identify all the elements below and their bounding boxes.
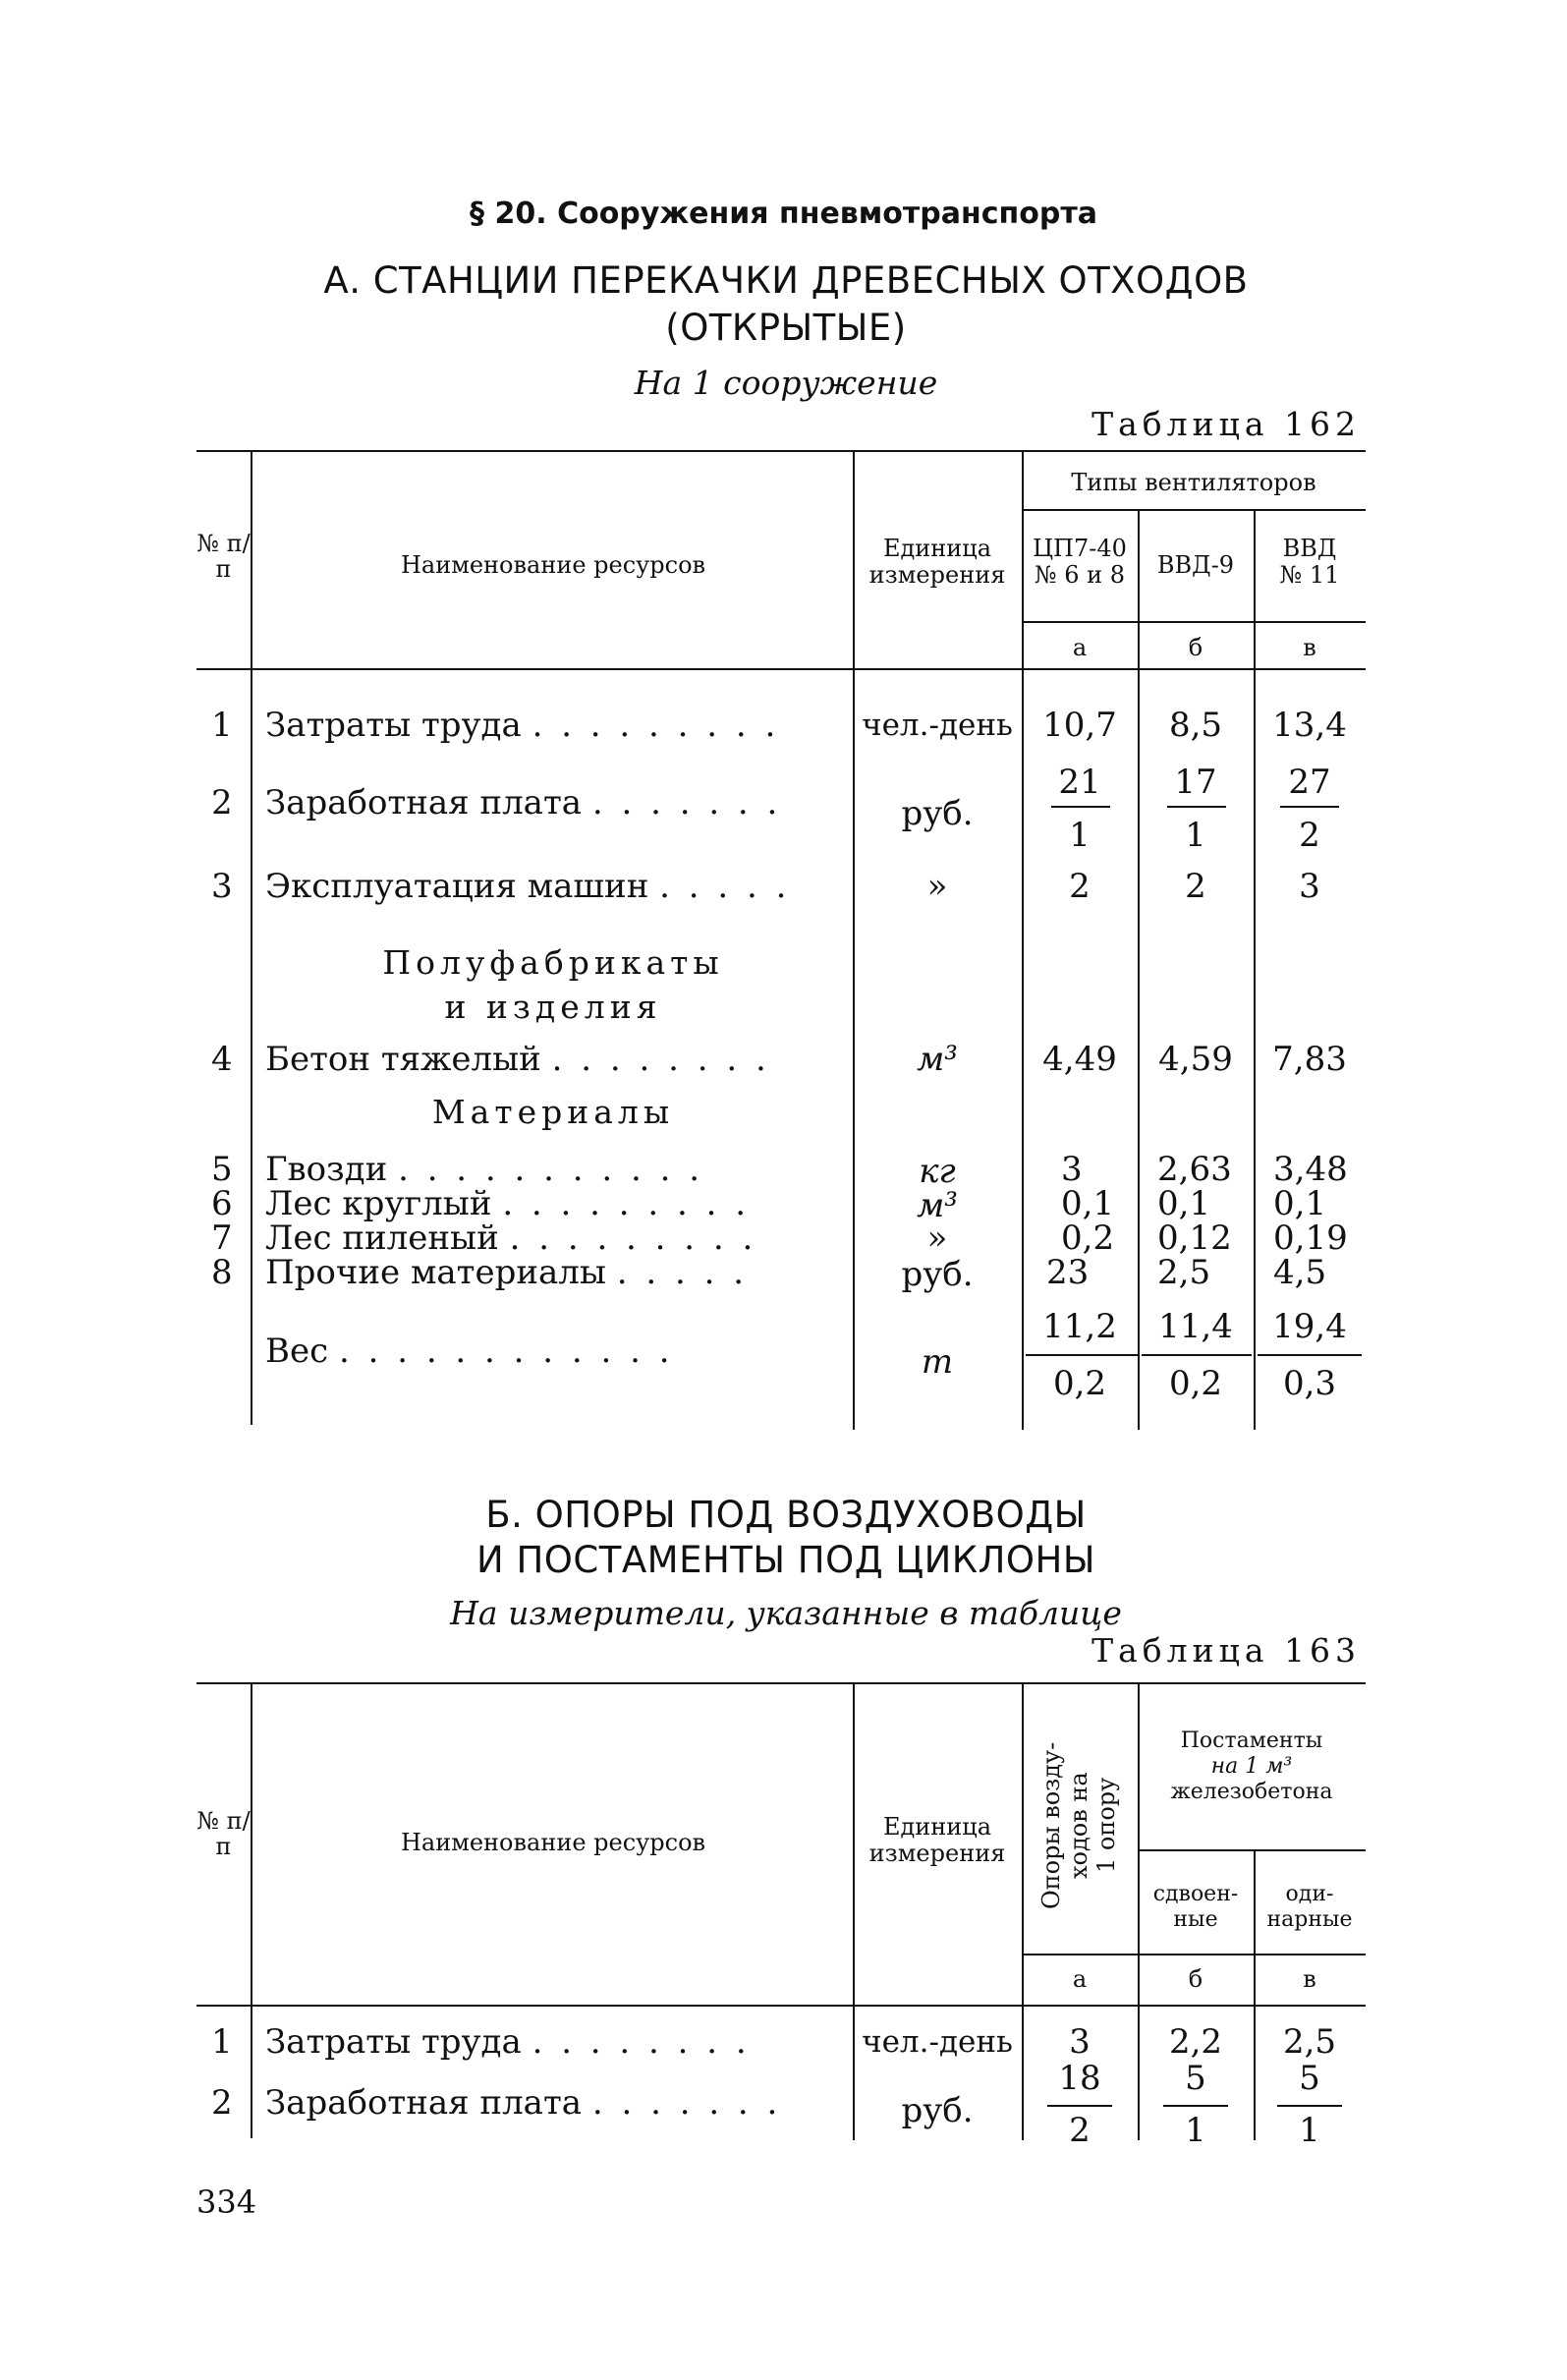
part-a-title-line2: (ОТКРЫТЫЕ) <box>665 307 907 349</box>
t162-row3-unit: » <box>926 867 948 906</box>
t162-row8-unit: руб. <box>901 1255 974 1294</box>
t162-group-semi-1: Полуфабрикаты <box>382 943 724 982</box>
t162-row6-b: 0,1 <box>1157 1184 1211 1223</box>
t162-row1-unit: чел.-день <box>862 708 1013 743</box>
t162-row2-a-top: 21 <box>1058 763 1101 802</box>
part-b-subtitle: На измерители, указанные в таблице <box>450 1594 1122 1632</box>
t162-sub-c: в <box>1303 634 1316 661</box>
t162-row4-a: 4,49 <box>1042 1040 1117 1079</box>
t162-weight-c-bot: 0,3 <box>1282 1364 1337 1403</box>
t163-row2-a-bot: 2 <box>1069 2111 1091 2150</box>
t162-row1-name: Затраты труда . . . . . . . . . <box>265 706 780 745</box>
t162-row7-c: 0,19 <box>1273 1218 1348 1258</box>
t163-sub-a: а <box>1072 1965 1088 1993</box>
t163-header-num: № п/п <box>196 1807 251 1860</box>
t162-header-unit-2: измерения <box>868 561 1006 589</box>
t162-header-unit-1: Единица <box>882 535 992 562</box>
t163-row2-name: Заработная плата . . . . . . . <box>265 2083 782 2123</box>
t162-header-num: № п/п <box>196 530 251 583</box>
t162-row2-b-top: 17 <box>1174 763 1217 802</box>
part-a-subtitle: На 1 сооружение <box>634 364 938 402</box>
t162-header-b: ВВД-9 <box>1156 551 1235 579</box>
t162-row5-name: Гвозди . . . . . . . . . . . <box>265 1150 704 1189</box>
t163-row2-c-bot: 1 <box>1299 2111 1320 2150</box>
part-b-title-line2: И ПОСТАМЕНТЫ ПОД ЦИКЛОНЫ <box>476 1539 1095 1581</box>
t162-row3-name: Эксплуатация машин . . . . . <box>265 867 791 906</box>
t163-row1-name: Затраты труда . . . . . . . . <box>265 2022 751 2062</box>
t163-row2-b-top: 5 <box>1185 2059 1206 2098</box>
t162-weight-a-top: 11,2 <box>1042 1307 1117 1346</box>
t162-sub-a: а <box>1072 634 1088 661</box>
t163-row2-c-top: 5 <box>1299 2059 1320 2098</box>
t162-header-a-1: ЦП7-40 <box>1033 535 1127 562</box>
t162-row7-num: 7 <box>211 1218 233 1258</box>
t162-row4-b: 4,59 <box>1158 1040 1233 1079</box>
t162-weight-c-top: 19,4 <box>1272 1307 1347 1346</box>
table-163-top-rule <box>196 1682 1366 1684</box>
t163-row1-c: 2,5 <box>1282 2022 1337 2062</box>
t162-row2-unit: руб. <box>901 794 974 833</box>
t162-row4-c: 7,83 <box>1272 1040 1347 1079</box>
t163-header-a: Опоры возду- ходов на 1 опору <box>1037 1741 1120 1909</box>
t163-row2-num: 2 <box>211 2083 233 2123</box>
t162-row8-c: 4,5 <box>1273 1253 1327 1292</box>
t162-row8-name: Прочие материалы . . . . . <box>265 1253 749 1292</box>
t162-row4-num: 4 <box>211 1040 233 1079</box>
t162-header-c-2: № 11 <box>1279 561 1340 589</box>
t163-row1-num: 1 <box>211 2022 233 2062</box>
t162-row7-unit: » <box>926 1218 948 1258</box>
t162-row1-c: 13,4 <box>1272 706 1347 745</box>
t163-row2-a-top: 18 <box>1058 2059 1101 2098</box>
t163-header-name: Наименование ресурсов <box>400 1829 706 1856</box>
t162-group-semi-2: и изделия <box>444 988 662 1026</box>
t162-row3-num: 3 <box>211 867 233 906</box>
t162-row1-b: 8,5 <box>1168 706 1223 745</box>
t163-header-unit-1: Единица <box>882 1813 992 1841</box>
t162-row6-unit: м³ <box>917 1186 958 1225</box>
t163-sub-c: в <box>1303 1965 1316 1993</box>
t162-row2-num: 2 <box>211 783 233 822</box>
page-number: 334 <box>196 2183 257 2221</box>
t162-header-a-2: № 6 и 8 <box>1034 561 1126 589</box>
part-a-title-line1: А. СТАНЦИИ ПЕРЕКАЧКИ ДРЕВЕСНЫХ ОТХОДОВ <box>323 259 1249 302</box>
t163-header-group-1: Постаменты <box>1180 1728 1323 1753</box>
part-b-title-line1: Б. ОПОРЫ ПОД ВОЗДУХОВОДЫ <box>485 1494 1087 1536</box>
t162-row4-name: Бетон тяжелый . . . . . . . . <box>265 1040 770 1079</box>
t162-weight-name: Вес . . . . . . . . . . . . <box>265 1332 674 1371</box>
t162-sub-b: б <box>1188 634 1203 661</box>
t162-header-name: Наименование ресурсов <box>400 551 706 579</box>
t162-row5-c: 3,48 <box>1273 1150 1348 1189</box>
t163-row2-unit: руб. <box>901 2091 974 2130</box>
t162-row5-num: 5 <box>211 1150 233 1189</box>
section-title: § 20. Сооружения пневмотранспорта <box>470 197 1097 231</box>
t163-row1-a: 3 <box>1069 2022 1091 2062</box>
t163-header-b-1: сдвоен- <box>1152 1882 1239 1906</box>
t163-header-b-2: ные <box>1173 1907 1218 1932</box>
t162-weight-unit: т <box>921 1342 954 1382</box>
t163-header-group-2: на 1 м³ <box>1210 1754 1293 1779</box>
t162-group-materials: Материалы <box>431 1093 675 1131</box>
t163-header-group-3: железобетона <box>1170 1780 1333 1804</box>
t162-weight-b-top: 11,4 <box>1158 1307 1233 1346</box>
t162-row8-a: 23 <box>1046 1253 1090 1292</box>
t163-row2-b-bot: 1 <box>1185 2111 1206 2150</box>
t162-row2-b-bot: 1 <box>1185 816 1206 855</box>
t162-header-c-1: ВВД <box>1282 535 1337 562</box>
t162-weight-b-bot: 0,2 <box>1168 1364 1223 1403</box>
t162-row6-c: 0,1 <box>1273 1184 1327 1223</box>
t162-row2-c-bot: 2 <box>1299 816 1320 855</box>
t162-row8-num: 8 <box>211 1253 233 1292</box>
table-163-label: Таблица 163 <box>1091 1631 1361 1670</box>
t162-row6-name: Лес круглый . . . . . . . . . <box>265 1184 751 1223</box>
t163-header-c-1: оди- <box>1285 1882 1334 1906</box>
t162-row7-name: Лес пиленый . . . . . . . . . <box>265 1218 757 1258</box>
t162-row1-num: 1 <box>211 706 233 745</box>
t162-row8-b: 2,5 <box>1157 1253 1211 1292</box>
table-162-label: Таблица 162 <box>1091 405 1361 443</box>
t162-row6-num: 6 <box>211 1184 233 1223</box>
t162-row7-b: 0,12 <box>1157 1218 1232 1258</box>
t162-row2-c-top: 27 <box>1288 763 1331 802</box>
t162-row4-unit: м³ <box>917 1040 958 1079</box>
t163-row1-unit: чел.-день <box>862 2024 1013 2060</box>
t162-row5-unit: кг <box>919 1152 956 1191</box>
t162-row2-a-bot: 1 <box>1069 816 1091 855</box>
t162-row5-a: 3 <box>1061 1150 1083 1189</box>
t162-weight-a-bot: 0,2 <box>1052 1364 1107 1403</box>
t162-header-group: Типы вентиляторов <box>1071 469 1316 496</box>
table-162-top-rule <box>196 450 1366 452</box>
t163-sub-b: б <box>1188 1965 1203 1993</box>
t163-header-c-2: нарные <box>1266 1907 1353 1932</box>
t163-header-unit-2: измерения <box>868 1840 1006 1867</box>
t162-row3-b: 2 <box>1185 867 1206 906</box>
t163-row1-b: 2,2 <box>1168 2022 1223 2062</box>
t162-row7-a: 0,2 <box>1061 1218 1115 1258</box>
t162-row6-a: 0,1 <box>1061 1184 1115 1223</box>
t162-row2-name: Заработная плата . . . . . . . <box>265 783 782 822</box>
t162-row5-b: 2,63 <box>1157 1150 1232 1189</box>
t162-row1-a: 10,7 <box>1042 706 1117 745</box>
t162-row3-c: 3 <box>1299 867 1320 906</box>
t162-row3-a: 2 <box>1069 867 1091 906</box>
